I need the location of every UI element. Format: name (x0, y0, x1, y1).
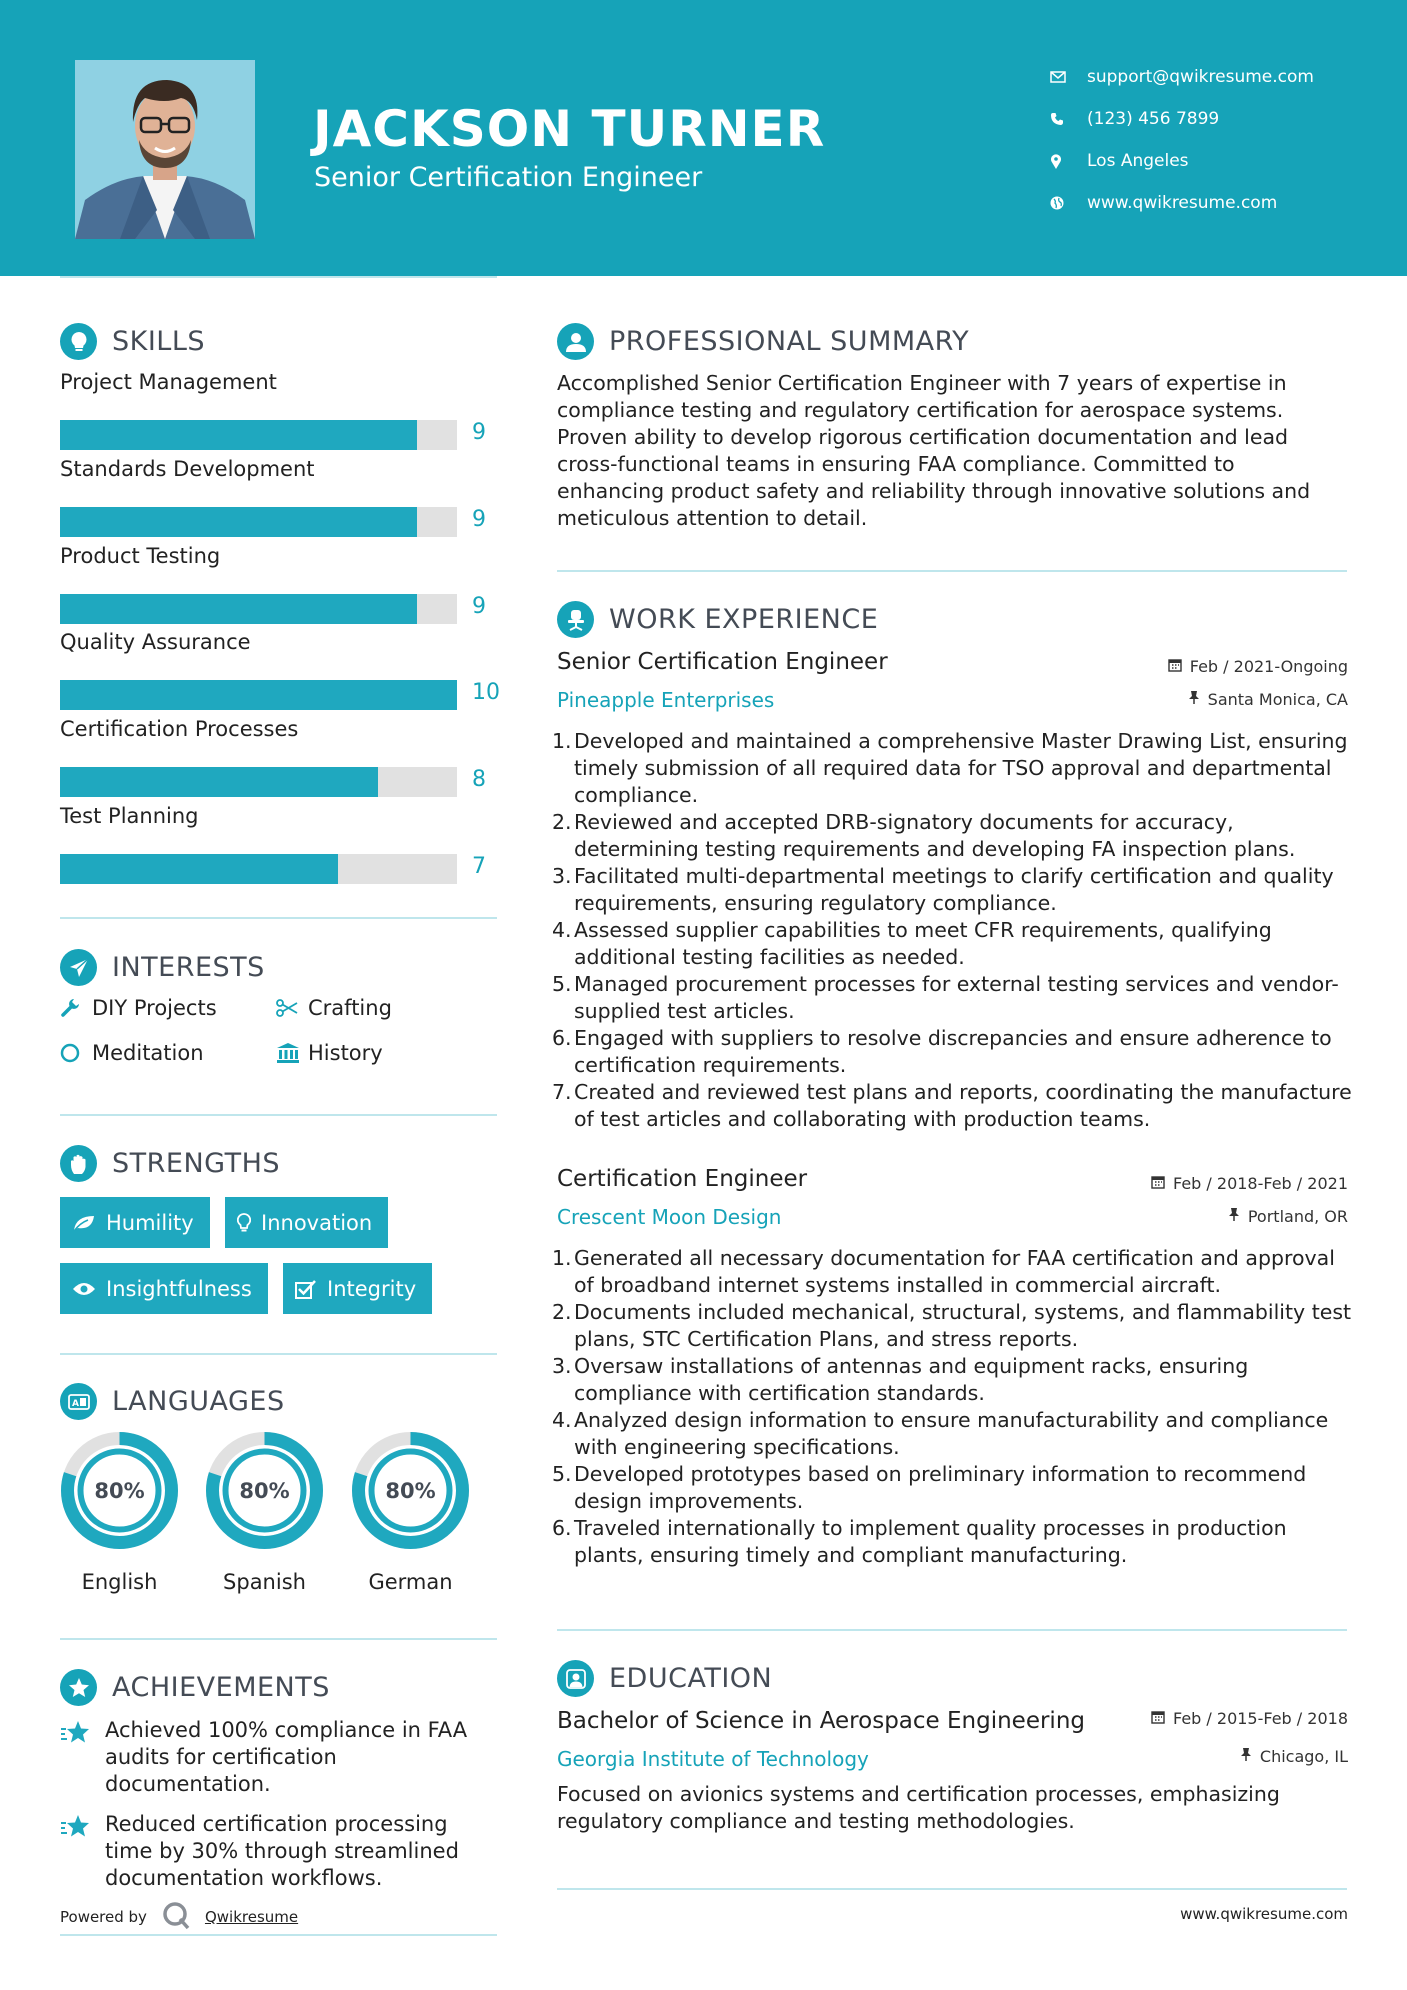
skill-name: Product Testing (60, 544, 221, 568)
divider (557, 1888, 1347, 1890)
paper-plane-icon (60, 949, 97, 986)
contact-location: Los Angeles (1050, 140, 1314, 182)
list-item: 4. Analyzed design information to ensure manufacturability and compliance with engineering specifications. (552, 1408, 1329, 1459)
globe-icon (1050, 196, 1087, 210)
achievement-item: Achieved 100% compliance in FAA audits for certification documentation. (60, 1717, 500, 1798)
list-item: 7. Created and reviewed test plans and reports, coordinating the manufacture of test articles and collaborating with production teams. (552, 1080, 1352, 1131)
list-item: 1. Generated all necessary documentation for FAA certification and approval of broadband internet systems installed in commercial aircraft. (552, 1246, 1335, 1297)
skill-value: 7 (472, 854, 486, 879)
divider (60, 1114, 497, 1116)
skill-value: 9 (472, 507, 486, 532)
skill-name: Test Planning (60, 804, 199, 828)
list-item: 3. Oversaw installations of antennas and equipment racks, ensuring compliance with certification standards. (552, 1354, 1249, 1405)
skill-value: 10 (472, 680, 500, 705)
education-school: Georgia Institute of Technology (557, 1747, 869, 1771)
strengths-heading: STRENGTHS (60, 1145, 280, 1182)
list-item: 5. Developed prototypes based on preliminary information to recommend design improvements. (552, 1462, 1307, 1513)
skill-name: Project Management (60, 370, 277, 394)
divider (60, 1353, 497, 1355)
star-icon (60, 1717, 105, 1798)
pushpin-icon (1188, 690, 1200, 709)
education-heading: EDUCATION (557, 1660, 772, 1697)
education-description: Focused on avionics systems and certification processes, emphasizing regulatory compliance and testing methodologies. (557, 1782, 1280, 1833)
list-item: 2. Documents included mechanical, structural, systems, and flammability test plans, STC Certification Plans, and stress reports. (552, 1300, 1352, 1351)
skill-bar (60, 594, 457, 624)
contact-email[interactable]: support@qwikresume.com (1050, 56, 1314, 98)
language-name: German (368, 1570, 453, 1594)
scissors-icon (276, 999, 308, 1017)
languages-heading: A LANGUAGES (60, 1383, 285, 1420)
skills-heading: SKILLS (60, 323, 205, 360)
divider (60, 276, 497, 278)
skill-bar (60, 680, 457, 710)
divider (557, 1629, 1347, 1631)
interest-item: History (276, 1041, 383, 1065)
skill-bar (60, 854, 457, 884)
language-percent: 80% (94, 1478, 145, 1503)
language-item (204, 1430, 325, 1594)
summary-text: Accomplished Senior Certification Engineer with 7 years of expertise in compliance testing and regulatory certification for aerospace systems. Proven ability to develop rigorous certification documentation and lead cross-functional teams in ensuring FAA compliance. Committed to enhancing product safety and reliability through innovative solutions and meticulous attention to detail. (557, 371, 1311, 530)
skill-item (60, 544, 500, 619)
strength-tag: Innovation (225, 1197, 388, 1248)
skill-bar (60, 507, 457, 537)
job-location: Portland, OR (1228, 1207, 1348, 1226)
job-company: Pineapple Enterprises (557, 688, 775, 712)
user-icon (557, 323, 594, 360)
skill-name: Standards Development (60, 457, 315, 481)
skill-item (60, 457, 500, 532)
leaf-icon (72, 1214, 96, 1232)
resume-header (0, 0, 1407, 276)
calendar-icon (1151, 1174, 1165, 1193)
qwikresume-logo-icon (161, 1900, 191, 1934)
list-item: 1. Developed and maintained a comprehensive Master Drawing List, ensuring timely submission of all required data for TSO approval and departmental compliance. (552, 729, 1348, 807)
list-item: 6. Traveled internationally to implement quality processes in production plants, ensuring timely and compliant manufacturing. (552, 1516, 1287, 1567)
divider (60, 917, 497, 919)
eye-icon (72, 1281, 96, 1297)
divider (60, 1934, 497, 1936)
institution-icon (276, 1042, 308, 1064)
skill-bar (60, 420, 457, 450)
strength-tag: Insightfulness (60, 1263, 268, 1314)
wrench-icon (60, 998, 92, 1018)
pushpin-icon (1240, 1747, 1252, 1766)
skill-item (60, 804, 500, 879)
graduate-icon (557, 1660, 594, 1697)
list-item: 3. Facilitated multi-departmental meetings to clarify certification and quality requirements, ensuring regulatory compliance. (552, 864, 1334, 915)
job-location: Santa Monica, CA (1188, 690, 1348, 709)
profile-photo (75, 60, 255, 239)
contact-website[interactable]: www.qwikresume.com (1050, 182, 1314, 224)
job-bullets (552, 1245, 1352, 1569)
lightbulb-icon (60, 323, 97, 360)
circle-icon (60, 1043, 92, 1063)
divider (557, 570, 1347, 572)
education-location: Chicago, IL (1240, 1747, 1348, 1766)
job-company: Crescent Moon Design (557, 1205, 782, 1229)
strength-tag: Integrity (283, 1263, 432, 1314)
skill-item (60, 717, 500, 792)
hand-icon (60, 1145, 97, 1182)
experience-heading: WORK EXPERIENCE (557, 601, 878, 638)
skill-item (60, 630, 500, 705)
language-name: English (81, 1570, 158, 1594)
language-item (59, 1430, 180, 1594)
achievements-heading: ACHIEVEMENTS (60, 1669, 330, 1706)
divider (60, 1638, 497, 1640)
language-percent: 80% (385, 1478, 436, 1503)
interest-item: Crafting (276, 996, 392, 1020)
skill-bar (60, 767, 457, 797)
checkbox-icon (295, 1279, 317, 1299)
lightbulb-icon (237, 1213, 251, 1233)
job-role: Senior Certification Engineer (557, 649, 888, 675)
skill-value: 8 (472, 767, 486, 792)
location-icon (1050, 154, 1087, 169)
phone-icon (1050, 112, 1087, 126)
email-icon (1050, 71, 1087, 83)
skill-name: Certification Processes (60, 717, 299, 741)
interest-item: Meditation (60, 1041, 204, 1065)
contact-phone[interactable]: (123) 456 7899 (1050, 98, 1314, 140)
interests-heading: INTERESTS (60, 949, 265, 986)
list-item: 4. Assessed supplier capabilities to meet CFR requirements, qualifying additional testing facilities as needed. (552, 918, 1272, 969)
skill-value: 9 (472, 594, 486, 619)
svg-text:A: A (71, 1398, 79, 1409)
qwikresume-link[interactable]: Qwikresume (204, 1908, 299, 1926)
contact-list (1050, 56, 1314, 224)
list-item: 2. Reviewed and accepted DRB-signatory documents for accuracy, determining testing requirements and developing FA inspection plans. (552, 810, 1296, 861)
achievement-item: Reduced certification processing time by 30% through streamlined documentation workflows. (60, 1811, 500, 1892)
star-icon (60, 1811, 105, 1892)
skill-value: 9 (472, 420, 486, 445)
education-degree: Bachelor of Science in Aerospace Engineering (557, 1708, 1085, 1734)
job-dates: Feb / 2018-Feb / 2021 (1151, 1174, 1348, 1193)
calendar-icon (1151, 1709, 1165, 1728)
powered-by: Powered by Qwikresume (60, 1900, 298, 1934)
strength-tag: Humility (60, 1197, 210, 1248)
education-dates: Feb / 2015-Feb / 2018 (1151, 1709, 1348, 1728)
interest-item: DIY Projects (60, 996, 217, 1020)
language-name: Spanish (223, 1570, 306, 1594)
language-item (350, 1430, 471, 1594)
summary-heading: PROFESSIONAL SUMMARY (557, 323, 969, 360)
skill-item (60, 370, 500, 445)
star-badge-icon (60, 1669, 97, 1706)
job-bullets (552, 728, 1352, 1133)
pushpin-icon (1228, 1207, 1240, 1226)
language-percent: 80% (239, 1478, 290, 1503)
footer-website-link[interactable]: www.qwikresume.com (1180, 1905, 1348, 1923)
candidate-title: Senior Certification Engineer (314, 162, 703, 193)
skill-name: Quality Assurance (60, 630, 251, 654)
candidate-name: JACKSON TURNER (313, 100, 826, 158)
job-role: Certification Engineer (557, 1166, 808, 1192)
office-chair-icon (557, 601, 594, 638)
language-icon (60, 1383, 97, 1420)
job-dates: Feb / 2021-Ongoing (1168, 657, 1348, 676)
calendar-icon (1168, 657, 1182, 676)
list-item: 6. Engaged with suppliers to resolve discrepancies and ensure adherence to certification requirements. (552, 1026, 1332, 1077)
list-item: 5. Managed procurement processes for external testing services and vendor-supplied test articles. (552, 972, 1339, 1023)
